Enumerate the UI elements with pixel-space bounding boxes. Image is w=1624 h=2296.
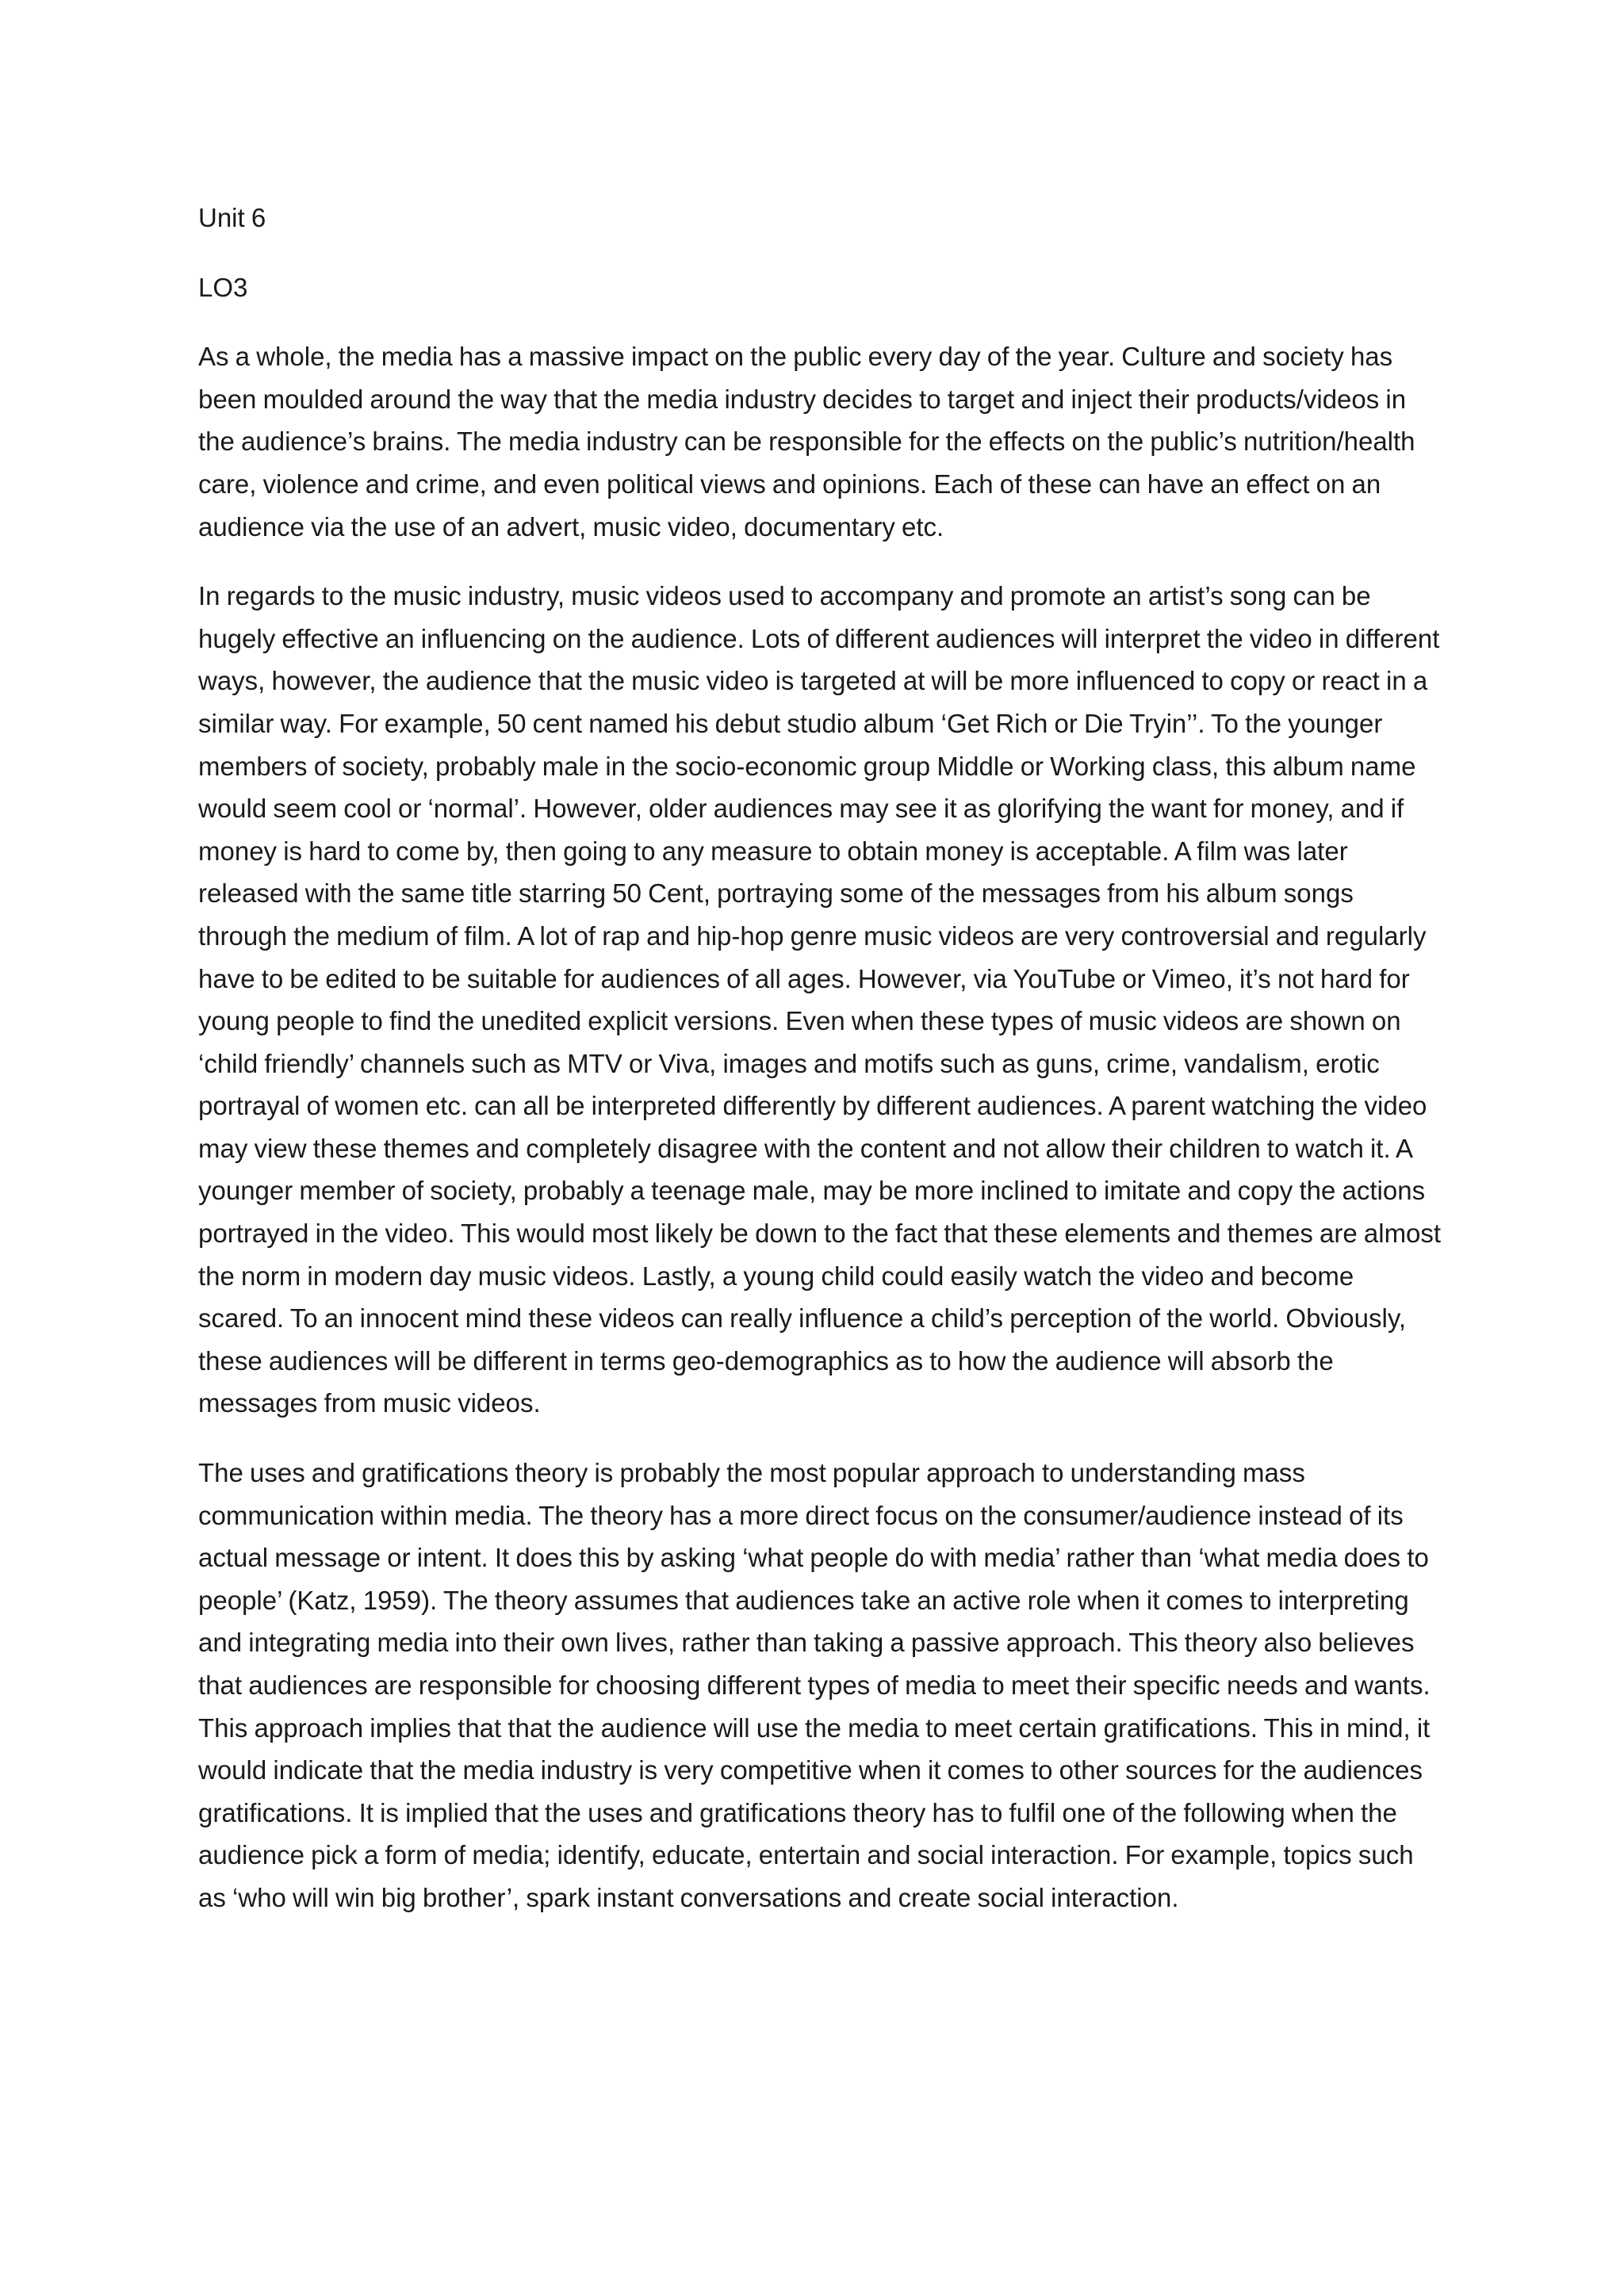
document-page: [198, 197, 1445, 1946]
paragraph-music-industry: In regards to the music industry, music videos used to accompany and promote an artist’s song can be hugely effective an influencing on the audience. Lots of different audiences will interpret the video in different ways, however, the audience that the music video is targeted at will be more influenced to copy or react in a similar way. For example, 50 cent named his debut studio album ‘Get Rich or Die Tryin’’. To the younger members of society, probably male in the socio-economic group Middle or Working class, this album name would seem cool or ‘normal’. However, older audiences may see it as glorifying the want for money, and if money is hard to come by, then going to any measure to obtain money is acceptable. A film was later released with the same title starring 50 Cent, portraying some of the messages from his album songs through the medium of film. A lot of rap and hip-hop genre music videos are very controversial and regularly have to be edited to be suitable for audiences of all ages. However, via YouTube or Vimeo, it’s not hard for young people to find the unedited explicit versions. Even when these types of music videos are shown on ‘child friendly’ channels such as MTV or Viva, images and motifs such as guns, crime, vandalism, erotic portrayal of women etc. can all be interpreted differently by different audiences. A parent watching the video may view these themes and completely disagree with the content and not allow their children to watch it. A younger member of society, probably a teenage male, may be more inclined to imitate and copy the actions portrayed in the video. This would most likely be down to the fact that these elements and themes are almost the norm in modern day music videos. Lastly, a young child could easily watch the video and become scared. To an innocent mind these videos can really influence a child’s perception of the world. Obviously, these audiences will be different in terms geo-demographics as to how the audience will absorb the messages from music videos.: [198, 581, 1442, 1418]
learning-outcome-heading: LO3: [198, 272, 248, 302]
unit-heading: Unit 6: [198, 203, 266, 232]
paragraph-media-impact: As a whole, the media has a massive impact on the public every day of the year. Culture and society has been moulded around the way that the media industry decides to target and inject their products/videos in the audience’s brains. The media industry can be responsible for the effects on the public’s nutrition/health care, violence and crime, and even political views and opinions. Each of these can have an effect on an audience via the use of an advert, music video, documentary etc.: [198, 342, 1415, 541]
paragraph-uses-gratifications: The uses and gratifications theory is probably the most popular approach to understanding mass communication within media. The theory has a more direct focus on the consumer/audience instead of its actual message or intent. It does this by asking ‘what people do with media’ rather than ‘what media does to people’ (Katz, 1959). The theory assumes that audiences take an active role when it comes to interpreting and integrating media into their own lives, rather than taking a passive approach. This theory also believes that audiences are responsible for choosing different types of media to meet their specific needs and wants. This approach implies that that the audience will use the media to meet certain gratifications. This in mind, it would indicate that the media industry is very competitive when it comes to other sources for the audiences gratifications. It is implied that the uses and gratifications theory has to fulfil one of the following when the audience pick a form of media; identify, educate, entertain and social interaction. For example, topics such as ‘who will win big brother’, spark instant conversations and create social interaction.: [198, 1458, 1431, 1912]
